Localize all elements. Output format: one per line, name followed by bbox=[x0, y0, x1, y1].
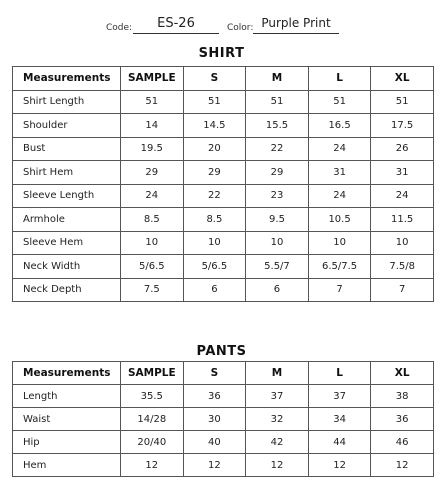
size-value-cell: 51 bbox=[183, 90, 246, 114]
size-value-cell: 42 bbox=[246, 431, 309, 454]
size-value-cell: 15.5 bbox=[246, 114, 309, 138]
table-row bbox=[13, 90, 434, 114]
size-value-cell: 32 bbox=[246, 408, 309, 431]
size-value-cell: 11.5 bbox=[371, 208, 434, 232]
column-header: XL bbox=[371, 67, 434, 91]
size-value-cell: 6 bbox=[246, 278, 309, 302]
table-row bbox=[13, 385, 434, 408]
size-value-cell: 46 bbox=[371, 431, 434, 454]
size-value-cell: 10 bbox=[246, 231, 309, 255]
size-value-cell: 8.5 bbox=[121, 208, 184, 232]
size-value-cell: 6.5/7.5 bbox=[308, 255, 371, 279]
size-value-cell: 22 bbox=[246, 137, 309, 161]
size-value-cell: 51 bbox=[371, 90, 434, 114]
size-value-cell: 10 bbox=[371, 231, 434, 255]
table-header-row bbox=[13, 362, 434, 385]
size-value-cell: 24 bbox=[121, 184, 184, 208]
size-value-cell: 12 bbox=[308, 454, 371, 477]
size-value-cell: 17.5 bbox=[371, 114, 434, 138]
table-row bbox=[13, 114, 434, 138]
size-value-cell: 22 bbox=[183, 184, 246, 208]
size-value-cell: 29 bbox=[121, 161, 184, 185]
size-value-cell: 51 bbox=[121, 90, 184, 114]
shirt-section-title: SHIRT bbox=[198, 46, 245, 61]
size-value-cell: 40 bbox=[183, 431, 246, 454]
size-value-cell: 7.5 bbox=[121, 278, 184, 302]
size-value-cell: 12 bbox=[121, 454, 184, 477]
size-value-cell: 36 bbox=[371, 408, 434, 431]
column-header: M bbox=[246, 362, 309, 385]
size-value-cell: 7.5/8 bbox=[371, 255, 434, 279]
size-value-cell: 44 bbox=[308, 431, 371, 454]
color-label: Color: bbox=[227, 23, 254, 33]
column-header: XL bbox=[371, 362, 434, 385]
size-value-cell: 30 bbox=[183, 408, 246, 431]
size-value-cell: 10.5 bbox=[308, 208, 371, 232]
column-header: Measurements bbox=[13, 67, 121, 91]
size-value-cell: 10 bbox=[308, 231, 371, 255]
measurement-label: Sleeve Hem bbox=[13, 231, 121, 255]
column-header: M bbox=[246, 67, 309, 91]
measurement-label: Shirt Length bbox=[13, 90, 121, 114]
size-value-cell: 29 bbox=[246, 161, 309, 185]
size-value-cell: 51 bbox=[246, 90, 309, 114]
size-value-cell: 31 bbox=[308, 161, 371, 185]
size-value-cell: 12 bbox=[183, 454, 246, 477]
shirt-size-table bbox=[12, 66, 434, 302]
column-header: L bbox=[308, 67, 371, 91]
column-header: SAMPLE bbox=[121, 67, 184, 91]
table-row bbox=[13, 278, 434, 302]
table-row bbox=[13, 255, 434, 279]
measurement-label: Shirt Hem bbox=[13, 161, 121, 185]
size-value-cell: 37 bbox=[246, 385, 309, 408]
size-value-cell: 8.5 bbox=[183, 208, 246, 232]
measurement-label: Sleeve Length bbox=[13, 184, 121, 208]
code-value: ES-26 bbox=[133, 14, 219, 34]
size-value-cell: 14/28 bbox=[121, 408, 184, 431]
table-row bbox=[13, 454, 434, 477]
column-header: SAMPLE bbox=[121, 362, 184, 385]
color-value: Purple Print bbox=[253, 14, 339, 34]
measurement-label: Hip bbox=[13, 431, 121, 454]
table-row bbox=[13, 231, 434, 255]
size-value-cell: 26 bbox=[371, 137, 434, 161]
product-header bbox=[0, 14, 443, 36]
column-header: S bbox=[183, 67, 246, 91]
size-value-cell: 14.5 bbox=[183, 114, 246, 138]
size-value-cell: 19.5 bbox=[121, 137, 184, 161]
table-row bbox=[13, 408, 434, 431]
measurement-label: Length bbox=[13, 385, 121, 408]
size-value-cell: 24 bbox=[308, 137, 371, 161]
size-value-cell: 5/6.5 bbox=[121, 255, 184, 279]
pants-size-table bbox=[12, 361, 434, 477]
size-value-cell: 5/6.5 bbox=[183, 255, 246, 279]
measurement-label: Bust bbox=[13, 137, 121, 161]
column-header: Measurements bbox=[13, 362, 121, 385]
size-value-cell: 34 bbox=[308, 408, 371, 431]
table-row bbox=[13, 137, 434, 161]
column-header: L bbox=[308, 362, 371, 385]
size-value-cell: 7 bbox=[371, 278, 434, 302]
measurement-label: Waist bbox=[13, 408, 121, 431]
table-row bbox=[13, 208, 434, 232]
size-value-cell: 6 bbox=[183, 278, 246, 302]
size-value-cell: 14 bbox=[121, 114, 184, 138]
measurement-label: Shoulder bbox=[13, 114, 121, 138]
size-value-cell: 38 bbox=[371, 385, 434, 408]
size-value-cell: 10 bbox=[121, 231, 184, 255]
measurement-label: Hem bbox=[13, 454, 121, 477]
size-value-cell: 36 bbox=[183, 385, 246, 408]
table-row bbox=[13, 161, 434, 185]
size-value-cell: 24 bbox=[371, 184, 434, 208]
column-header: S bbox=[183, 362, 246, 385]
size-value-cell: 10 bbox=[183, 231, 246, 255]
size-value-cell: 24 bbox=[308, 184, 371, 208]
size-value-cell: 35.5 bbox=[121, 385, 184, 408]
table-header-row bbox=[13, 67, 434, 91]
table-row bbox=[13, 431, 434, 454]
size-value-cell: 20/40 bbox=[121, 431, 184, 454]
size-value-cell: 7 bbox=[308, 278, 371, 302]
size-value-cell: 9.5 bbox=[246, 208, 309, 232]
size-value-cell: 29 bbox=[183, 161, 246, 185]
measurement-label: Neck Depth bbox=[13, 278, 121, 302]
size-value-cell: 51 bbox=[308, 90, 371, 114]
size-value-cell: 31 bbox=[371, 161, 434, 185]
table-row bbox=[13, 184, 434, 208]
size-value-cell: 16.5 bbox=[308, 114, 371, 138]
size-value-cell: 23 bbox=[246, 184, 309, 208]
size-value-cell: 37 bbox=[308, 385, 371, 408]
size-value-cell: 12 bbox=[371, 454, 434, 477]
measurement-label: Neck Width bbox=[13, 255, 121, 279]
size-value-cell: 12 bbox=[246, 454, 309, 477]
measurement-label: Armhole bbox=[13, 208, 121, 232]
code-label: Code: bbox=[106, 23, 133, 33]
size-value-cell: 20 bbox=[183, 137, 246, 161]
pants-section-title: PANTS bbox=[196, 344, 247, 359]
size-value-cell: 5.5/7 bbox=[246, 255, 309, 279]
